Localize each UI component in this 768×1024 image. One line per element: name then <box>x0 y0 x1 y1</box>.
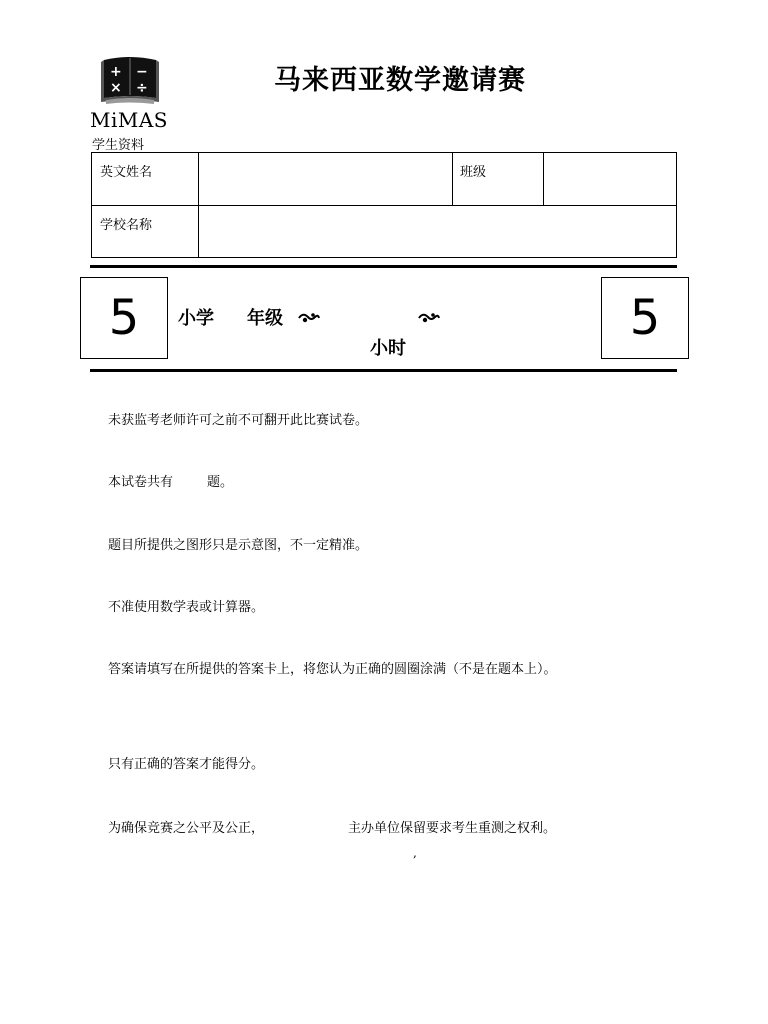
student-info-section-label: 学生资料 <box>92 138 145 153</box>
class-label: 班级 <box>460 165 487 180</box>
instruction-line: 答案请填写在所提供的答案卡上，将您认为正确的圆圈涂满（不是在题本上）。 <box>108 662 557 677</box>
hours-label: 小时 <box>370 338 406 359</box>
stray-mark: , <box>413 846 417 860</box>
instruction-line: 未获监考老师许可之前不可翻开此比赛试卷。 <box>108 413 369 428</box>
instruction-line-suffix: 主办单位保留要求考生重测之权利。 <box>348 821 557 836</box>
instruction-line: 为确保竞赛之公平及公正， <box>108 821 265 836</box>
grade-number-left: 5 <box>80 277 168 359</box>
instruction-line: 本试卷共有 <box>108 475 174 490</box>
svg-text:÷: ÷ <box>136 80 148 96</box>
english-name-field[interactable] <box>199 153 452 205</box>
svg-text:+: + <box>110 64 122 80</box>
grade-number-right: 5 <box>601 277 689 359</box>
swirl-ornament-icon <box>418 311 440 325</box>
instruction-line: 只有正确的答案才能得分。 <box>108 757 265 772</box>
swirl-ornament-icon <box>298 311 320 325</box>
top-rule <box>90 265 677 268</box>
svg-text:×: × <box>110 80 122 96</box>
student-info-table <box>91 152 677 258</box>
logo-wordmark: MiMAS <box>90 108 168 132</box>
bottom-rule <box>90 369 677 372</box>
page-title: 马来西亚数学邀请赛 <box>274 65 526 96</box>
instruction-line-suffix: 题。 <box>207 475 234 490</box>
school-name-field[interactable] <box>199 206 676 257</box>
english-name-label: 英文姓名 <box>100 165 153 180</box>
level-label: 小学 <box>178 308 214 329</box>
grade-label: 年级 <box>247 308 283 329</box>
instruction-line: 不准使用数学表或计算器。 <box>108 600 265 615</box>
class-field[interactable] <box>544 153 676 205</box>
mimas-logo-book-icon <box>98 54 162 110</box>
svg-text:−: − <box>136 64 148 80</box>
instruction-line: 题目所提供之图形只是示意图，不一定精准。 <box>108 538 369 553</box>
school-name-label: 学校名称 <box>100 218 153 233</box>
